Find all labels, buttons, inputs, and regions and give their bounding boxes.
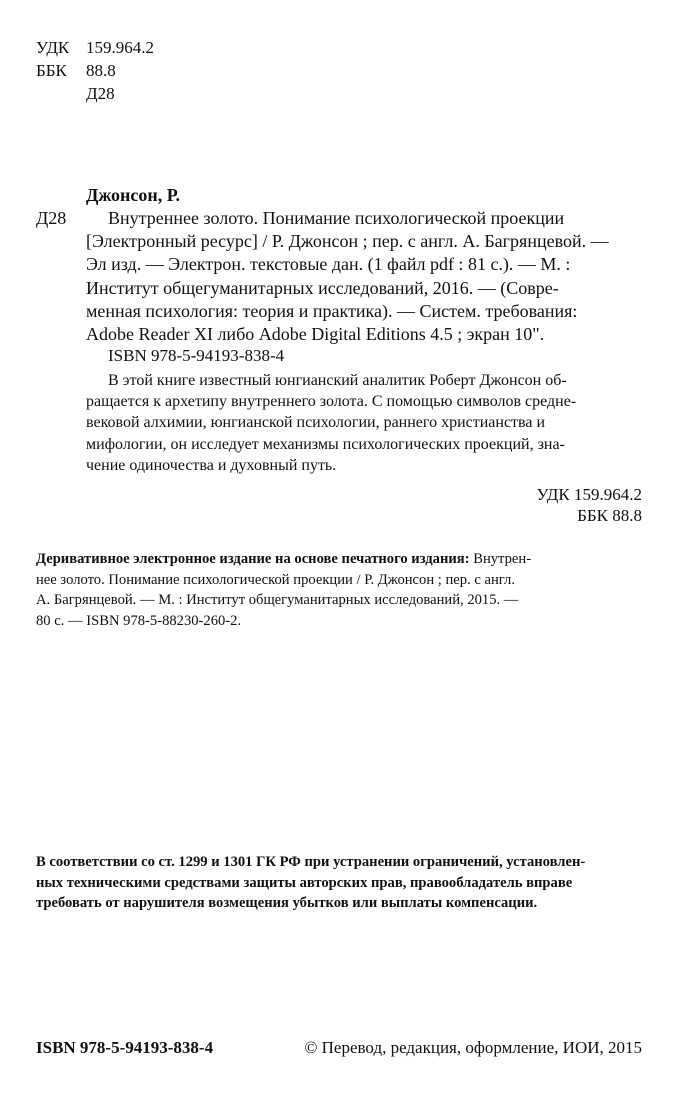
legal-line: В соответствии со ст. 1299 и 1301 ГК РФ при устранении ограничений, установлен- [36, 854, 586, 870]
entry-code: Д28 [36, 208, 67, 228]
derivative-line [36, 549, 531, 570]
classification-block [36, 36, 154, 105]
bbk-line [36, 59, 154, 82]
bbk-value: 88.8 [86, 61, 116, 80]
annotation [86, 370, 576, 476]
derivative-line: 80 с. — ISBN 978-5-88230-260-2. [36, 612, 242, 629]
entry-line: Внутреннее золото. Понимание психологической проекции [108, 208, 565, 228]
entry-line: менная психология: теория и практика). — Систем. требования: [86, 300, 578, 321]
derivative-lead: Деривативное электронное издание на основе печатного издания: [36, 551, 470, 567]
bbk-label: ББК [36, 61, 67, 80]
annotation-line: В этой книге известный юнгианский аналитик Роберт Джонсон об- [108, 372, 567, 389]
author-mark: Д28 [86, 84, 115, 103]
derivative-line: нее золото. Понимание психологической проекции / Р. Джонсон ; пер. с англ. [36, 571, 515, 588]
udk-label: УДК [36, 38, 70, 57]
derivative-line: А. Багрянцевой. — М. : Институт общегуманитарных исследований, 2015. — [36, 592, 519, 609]
entry-description [86, 207, 609, 346]
udk-line [36, 36, 154, 59]
entry-line: Эл изд. — Электрон. текстовые дан. (1 файл pdf : 81 с.). — М. : [86, 254, 571, 275]
legal-notice [36, 852, 585, 914]
entry-author: Джонсон, Р. [86, 185, 180, 205]
index-bbk: ББК 88.8 [577, 506, 642, 525]
entry-line: [Электронный ресурс] / Р. Джонсон ; пер. с англ. А. Багрянцевой. — [86, 231, 609, 252]
entry-line: Adobe Reader XI либо Adobe Digital Editions 4.5 ; экран 10". [86, 324, 545, 345]
annotation-line: мифологии, он исследует механизмы психологических проекций, зна- [86, 435, 565, 453]
entry-isbn: ISBN 978-5-94193-838-4 [108, 346, 285, 365]
legal-line: требовать от нарушителя возмещения убытков или выплаты компенсации. [36, 895, 538, 912]
derivative-note [36, 549, 531, 631]
footer-copyright: © Перевод, редакция, оформление, ИОИ, 2015 [304, 1038, 642, 1057]
annotation-line: вековой алхимии, юнгианской психологии, раннего христианства и [86, 414, 546, 432]
legal-line: ных техническими средствами защиты авторских прав, правообладатель вправе [36, 874, 573, 891]
annotation-line: ращается к архетипу внутреннего золота. С помощью символов средне- [86, 393, 577, 411]
footer-isbn: ISBN 978-5-94193-838-4 [36, 1038, 214, 1057]
author-mark-line [36, 82, 154, 105]
annotation-line: чение одиночества и духовный путь. [86, 456, 337, 474]
udk-value: 159.964.2 [86, 38, 154, 57]
index-codes [536, 484, 642, 526]
derivative-rest: Внутрен- [469, 551, 532, 567]
entry-line: Институт общегуманитарных исследований, 2016. — (Совре- [86, 277, 559, 298]
index-udk: УДК 159.964.2 [536, 485, 642, 504]
